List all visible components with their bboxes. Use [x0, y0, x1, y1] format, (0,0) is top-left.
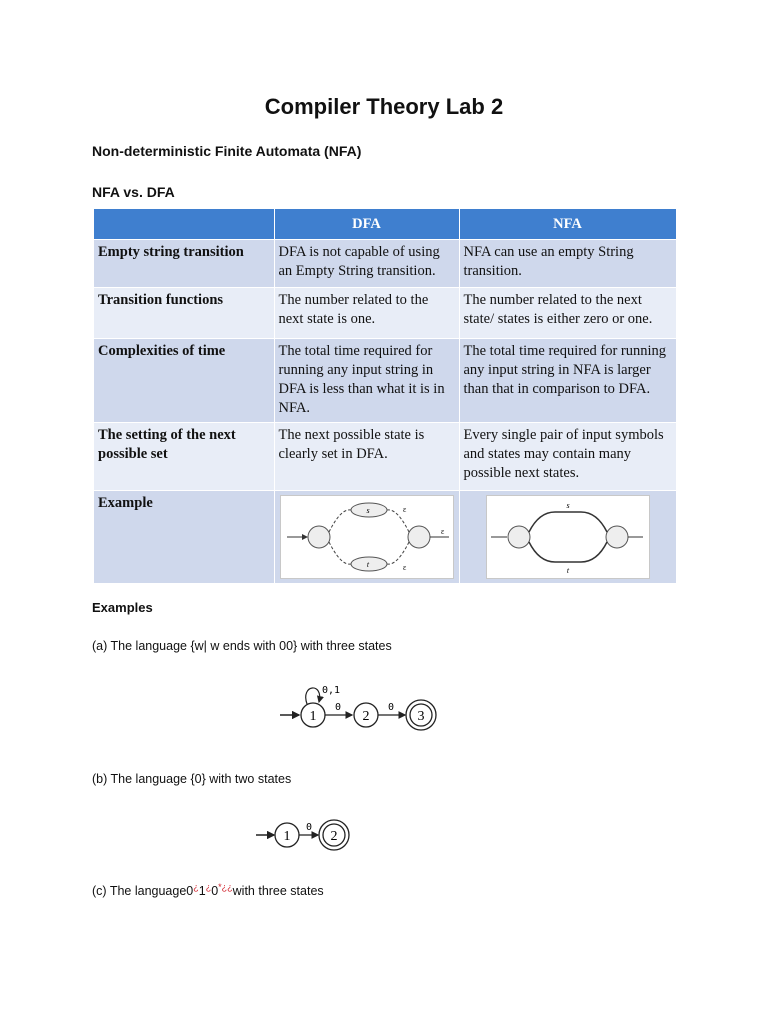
state-circle [508, 526, 530, 548]
loop-edge [306, 688, 320, 704]
expr-part: ¿ [193, 882, 199, 892]
dfa-example-cell [274, 491, 459, 584]
table-row [94, 240, 676, 288]
state-circle [308, 526, 330, 548]
dfa-cell: The number related to the next state is one. [274, 288, 459, 339]
edge-label-t: t [366, 560, 369, 569]
edge-line [529, 542, 607, 562]
table-row [94, 288, 676, 339]
nfa-example-diagram [486, 495, 650, 579]
epsilon-label: ε [440, 527, 444, 536]
epsilon-label: ε [402, 505, 406, 514]
table-header-nfa: NFA [459, 209, 676, 240]
edge-line [329, 542, 351, 564]
expr-part: 0 [186, 884, 194, 898]
state-label: 2 [362, 709, 370, 724]
state-label: 1 [283, 829, 291, 844]
edge-line [329, 510, 351, 532]
row-label: Example [94, 491, 274, 584]
example-a-diagram [276, 676, 442, 732]
page-title: Compiler Theory Lab 2 [264, 94, 504, 119]
table-row [94, 339, 676, 423]
table-header-dfa: DFA [274, 209, 459, 240]
row-label: Complexities of time [94, 339, 274, 423]
table-header-row [94, 209, 676, 240]
comparison-table [94, 209, 677, 583]
dfa-cell: The total time required for running any input string in DFA is less than what it is in NFA. [274, 339, 459, 423]
table-header-empty [94, 209, 274, 240]
row-label: Transition functions [94, 288, 274, 339]
section-heading-nfa-vs-dfa: NFA vs. DFA [92, 184, 175, 200]
example-c-prefix: (c) The language [92, 884, 187, 898]
section-heading-examples: Examples [92, 600, 153, 615]
example-c-text [92, 882, 324, 898]
table-row-example [94, 491, 676, 584]
edge-label: 0 [305, 822, 313, 833]
expr-part: ¿ [205, 882, 212, 892]
example-a-text: (a) The language {w| w ends with 00} with three states [92, 639, 392, 653]
epsilon-label: ε [402, 563, 406, 572]
row-label: Empty string transition [94, 240, 274, 288]
section-heading-nfa: Non-deterministic Finite Automata (NFA) [92, 143, 362, 159]
dfa-cell: DFA is not capable of using an Empty String transition. [274, 240, 459, 288]
state-label: 3 [417, 709, 425, 724]
expr-part: 1 [198, 884, 206, 898]
edge-line [387, 542, 409, 564]
expr-part: 0 [211, 884, 219, 898]
table-row [94, 423, 676, 491]
state-circle [408, 526, 430, 548]
edge-label-t: t [566, 566, 569, 575]
example-c-suffix: with three states [232, 884, 324, 898]
edge-label: 0 [387, 702, 395, 713]
example-b-diagram [254, 816, 356, 854]
state-circle [606, 526, 628, 548]
row-label: The setting of the next possible set [94, 423, 274, 491]
edge-line [529, 512, 607, 532]
state-label: 1 [309, 709, 317, 724]
edge-label-s: s [565, 501, 570, 510]
state-label: 2 [330, 829, 338, 844]
nfa-cell: The total time required for running any input string in NFA is larger than that in comparison to DFA. [459, 339, 676, 423]
edge-label: 0 [334, 702, 342, 713]
nfa-cell: The number related to the next state/ states is either zero or one. [459, 288, 676, 339]
dfa-cell: The next possible state is clearly set in DFA. [274, 423, 459, 491]
nfa-cell: Every single pair of input symbols and states may contain many possible next states. [459, 423, 676, 491]
loop-label: 0,1 [322, 685, 341, 696]
edge-label-s: s [365, 506, 370, 515]
example-b-text: (b) The language {0} with two states [92, 772, 292, 786]
nfa-example-cell [459, 491, 676, 584]
dfa-example-diagram [280, 495, 454, 579]
expr-part: *¿¿ [218, 882, 233, 892]
nfa-cell: NFA can use an empty String transition. [459, 240, 676, 288]
